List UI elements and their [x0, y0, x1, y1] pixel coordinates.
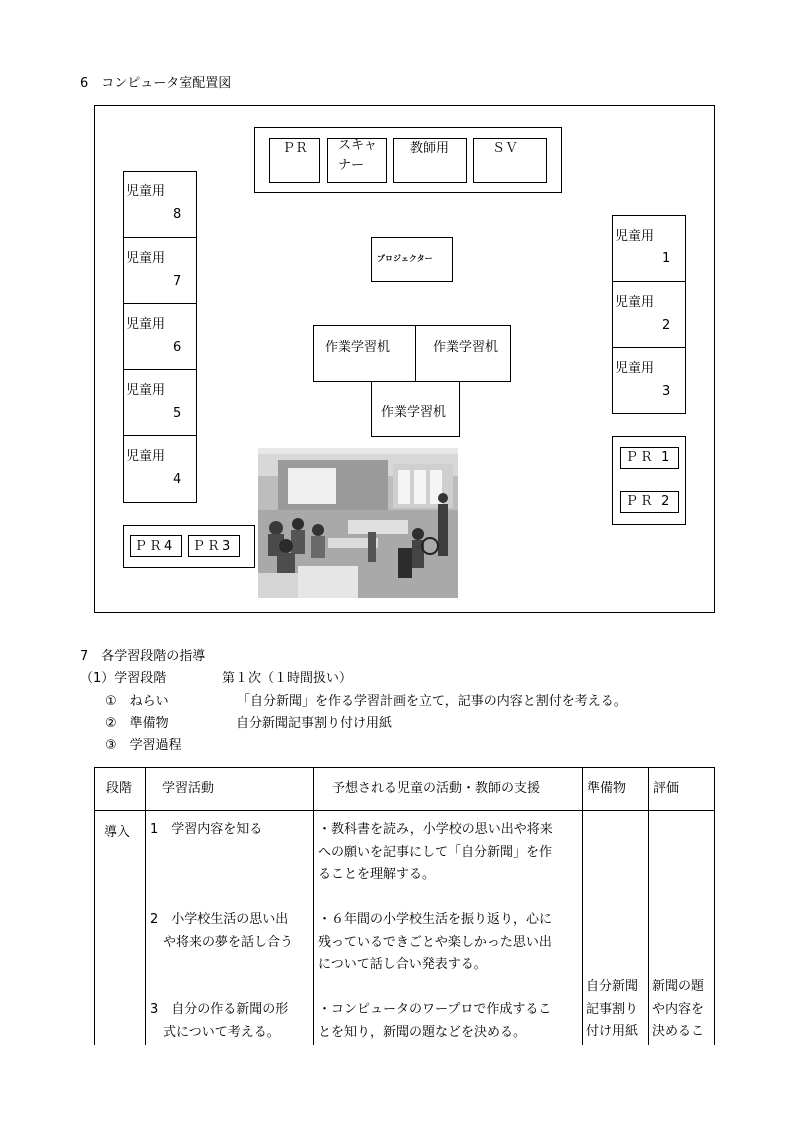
student-desk-8-label: 児童用	[126, 184, 166, 199]
student-desk-5	[123, 369, 197, 436]
student-desk-4-number: 4	[173, 472, 182, 487]
section6-heading: 6 コンピュータ室配置図	[80, 76, 232, 91]
student-desk-4	[123, 435, 197, 503]
activity-1: 1 学習内容を知る	[150, 822, 263, 837]
table-col-border-1	[145, 767, 146, 1045]
printer-4-label: ＰＲ4	[134, 539, 175, 554]
teacher-pc-label: 教師用	[410, 141, 450, 156]
student-desk-7-label: 児童用	[126, 251, 166, 266]
classroom-photo-illustration	[258, 448, 458, 598]
aim-text: 「自分新聞」を作る学習計画を立て，記事の内容と割付を考える。	[237, 694, 627, 709]
header-activity: 学習活動	[162, 781, 215, 796]
student-desk-6	[123, 303, 197, 370]
materials-cell: 自分新聞 記事割り 付け用紙	[586, 979, 639, 1039]
printer-label-top: ＰＲ	[282, 141, 309, 156]
work-desk-right-label: 作業学習机	[433, 340, 499, 355]
student-desk-2-label: 児童用	[615, 295, 655, 310]
student-desk-7-number: 7	[173, 274, 182, 289]
table-col-border-0	[94, 767, 95, 1045]
work-desk-left-label: 作業学習机	[325, 340, 391, 355]
student-desk-3	[612, 347, 686, 414]
classroom-photo	[258, 448, 458, 598]
student-desk-1	[612, 215, 686, 282]
student-desk-7	[123, 237, 197, 304]
projector-label: プロジェクター	[377, 254, 433, 263]
support-1: ・教科書を読み，小学校の思い出や将来 への願いを記事にして「自分新聞」を作 ることを理解する。	[318, 822, 553, 882]
student-desk-6-number: 6	[173, 340, 182, 355]
work-desk-bottom-label: 作業学習机	[381, 405, 447, 420]
header-stage: 段階	[106, 781, 133, 796]
materials-label: ② 準備物	[105, 716, 169, 731]
header-evaluation: 評価	[653, 781, 680, 796]
scanner-label: スキャ ナー	[338, 138, 378, 173]
table-col-border-4	[648, 767, 649, 1045]
support-3: ・コンピュータのワープロで作成するこ とを知り，新聞の題などを決める。	[318, 1002, 552, 1040]
stage-line-label: （1）学習段階	[80, 671, 167, 686]
student-desk-3-label: 児童用	[615, 361, 655, 376]
table-top-border	[94, 767, 715, 768]
table-header-border	[94, 810, 715, 811]
server-label: ＳＶ	[492, 141, 519, 156]
stage-line-value: 第１次（１時間扱い）	[222, 671, 353, 686]
student-desk-1-number: 1	[662, 251, 671, 266]
process-label: ③ 学習過程	[105, 738, 182, 753]
evaluation-cell: 新聞の題 や内容を 決めるこ	[652, 979, 705, 1039]
table-col-border-2	[313, 767, 314, 1045]
student-desk-5-number: 5	[173, 406, 182, 421]
student-desk-8	[123, 171, 197, 238]
printer-3-label: ＰＲ3	[192, 539, 233, 554]
student-desk-2	[612, 281, 686, 348]
student-desk-5-label: 児童用	[126, 383, 166, 398]
table-col-border-5	[714, 767, 715, 1045]
printer-1-label: ＰＲ 1	[625, 450, 672, 465]
section7-heading: 7 各学習段階の指導	[80, 649, 206, 664]
student-desk-4-label: 児童用	[126, 449, 166, 464]
header-support: 予想される児童の活動・教師の支援	[332, 781, 541, 796]
aim-label: ① ねらい	[105, 694, 169, 709]
student-desk-8-number: 8	[173, 207, 182, 222]
materials-text: 自分新聞記事割り付け用紙	[236, 716, 393, 731]
activity-3: 3 自分の作る新聞の形 式について考える。	[150, 1002, 289, 1040]
activity-2: 2 小学校生活の思い出 や将来の夢を話し合う	[150, 912, 294, 950]
student-desk-1-label: 児童用	[615, 229, 655, 244]
student-desk-3-number: 3	[662, 384, 671, 399]
support-2: ・６年間の小学校生活を振り返り，心に 残っているできごとや楽しかった思い出 について話し合い発表する。	[318, 912, 553, 972]
table-col-border-3	[582, 767, 583, 1045]
header-materials: 準備物	[587, 781, 627, 796]
student-desk-2-number: 2	[662, 318, 671, 333]
printer-2-label: ＰＲ 2	[625, 494, 672, 509]
student-desk-6-label: 児童用	[126, 317, 166, 332]
stage-cell: 導入	[104, 825, 131, 840]
